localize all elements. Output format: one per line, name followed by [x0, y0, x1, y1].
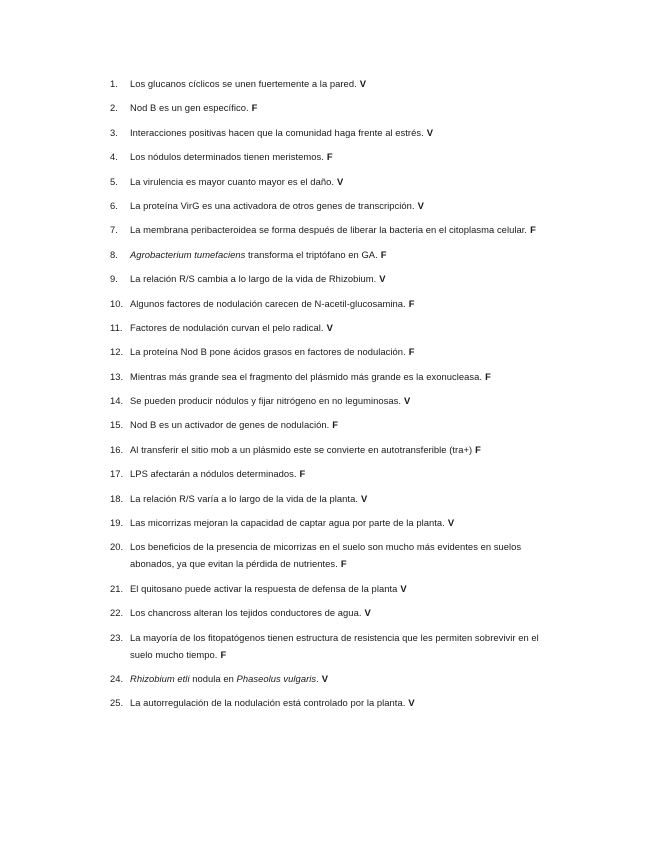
- item-answer: V: [417, 199, 424, 211]
- item-text: Los glucanos cíclicos se unen fuertemente a la pared.: [130, 78, 357, 89]
- list-item: [110, 514, 550, 531]
- item-text: La proteína Nod B pone ácidos grasos en factores de nodulación.: [130, 346, 406, 358]
- item-text: Las micorrizas mejoran la capacidad de captar agua por parte de la planta.: [130, 517, 445, 529]
- list-item: [110, 538, 550, 572]
- item-text: Nod B es un gen específico.: [130, 102, 249, 114]
- item-text-rest: nodula en: [189, 672, 237, 684]
- list-item: [110, 270, 550, 287]
- item-text: Los nódulos determinados tienen meristemos.: [130, 151, 324, 163]
- item-text-rest: .: [316, 672, 319, 684]
- item-answer: F: [408, 297, 415, 309]
- true-false-list: [110, 75, 550, 719]
- item-text: El quitosano puede activar la respuesta de defensa de la planta: [130, 582, 398, 594]
- item-answer: F: [475, 443, 481, 455]
- item-text: Interacciones positivas hacen que la comunidad haga frente al estrés.: [130, 126, 424, 138]
- item-number: 18.: [110, 492, 124, 504]
- list-item: [110, 124, 550, 141]
- list-item: [110, 221, 550, 238]
- list-item: [110, 416, 550, 433]
- item-text: La autorregulación de la nodulación está controlado por la planta.: [130, 697, 406, 709]
- list-item: [110, 392, 550, 409]
- item-number: 6.: [110, 199, 118, 211]
- item-answer: V: [408, 697, 415, 709]
- item-number: 14.: [110, 395, 124, 407]
- list-item: [110, 580, 550, 597]
- item-text: La mayoría de los fitopatógenos tienen estructura de resistencia que les permiten sobrevivir en el suelo mucho tiempo.: [130, 631, 539, 660]
- species-name: Phaseolus vulgaris: [236, 672, 317, 684]
- item-answer: V: [364, 607, 371, 619]
- item-text: Al transferir el sitio mob a un plásmido este se convierte en autotransferible (tra+): [130, 443, 473, 455]
- item-text: [130, 673, 319, 684]
- item-number: 23.: [110, 631, 124, 643]
- list-item: [110, 148, 550, 165]
- item-number: 17.: [110, 468, 124, 480]
- list-item: [110, 670, 550, 687]
- item-number: 10.: [110, 297, 124, 309]
- list-item: [110, 246, 550, 263]
- item-number: 12.: [110, 346, 124, 358]
- list-item: [110, 99, 550, 116]
- item-number: 7.: [110, 224, 118, 236]
- item-answer: V: [359, 78, 367, 89]
- item-number: 8.: [110, 248, 118, 260]
- item-answer: F: [340, 558, 347, 570]
- list-item: [110, 368, 550, 385]
- item-number: 20.: [110, 541, 124, 553]
- item-number: 15.: [110, 419, 124, 431]
- item-answer: V: [337, 175, 344, 187]
- item-text: La relación R/S cambia a lo largo de la vida de Rhizobium.: [130, 273, 377, 285]
- list-item: [110, 629, 550, 663]
- item-answer: F: [220, 648, 227, 660]
- item-number: 22.: [110, 607, 124, 619]
- item-text: Algunos factores de nodulación carecen de N-acetil-glucosamina.: [130, 297, 406, 309]
- list-item: [110, 343, 550, 360]
- item-number: 4.: [110, 151, 118, 163]
- item-answer: F: [408, 346, 415, 358]
- list-item: [110, 694, 550, 711]
- item-number: 1.: [110, 78, 118, 89]
- item-text: La proteína VirG es una activadora de otros genes de transcripción.: [130, 199, 415, 211]
- list-item: [110, 75, 550, 92]
- item-number: 5.: [110, 175, 118, 187]
- list-item: [110, 173, 550, 190]
- item-number: 24.: [110, 672, 124, 684]
- item-answer: F: [251, 102, 258, 114]
- item-answer: F: [485, 370, 491, 382]
- item-number: 21.: [110, 582, 124, 594]
- species-name: Agrobacterium tumefaciens: [130, 248, 246, 260]
- list-item: [110, 490, 550, 507]
- item-number: 2.: [110, 102, 118, 114]
- item-number: 13.: [110, 370, 124, 382]
- list-item: [110, 604, 550, 621]
- item-text: Nod B es un activador de genes de nodulación.: [130, 419, 330, 431]
- item-text: Los chancross alteran los tejidos conductores de agua.: [130, 607, 362, 619]
- item-answer: V: [321, 672, 329, 684]
- item-answer: V: [426, 126, 434, 138]
- item-number: 3.: [110, 126, 118, 138]
- item-number: 25.: [110, 697, 124, 709]
- list-item: [110, 197, 550, 214]
- item-answer: F: [530, 224, 536, 236]
- item-answer: V: [361, 492, 368, 504]
- item-text: LPS afectarán a nódulos determinados.: [130, 468, 297, 480]
- item-text: [130, 249, 378, 260]
- item-text: Se pueden producir nódulos y fijar nitrógeno en no leguminosas.: [130, 395, 402, 407]
- list-item: [110, 465, 550, 482]
- species-name: Rhizobium etli: [130, 672, 190, 684]
- item-text: Los beneficios de la presencia de micorrizas en el suelo son mucho más evidentes en suelos abonados, ya que evitan la pérdida de nutrientes.: [130, 541, 522, 570]
- item-number: 16.: [110, 443, 124, 455]
- item-answer: F: [299, 468, 306, 480]
- list-item: [110, 441, 550, 458]
- item-text-rest: transforma el triptófano en GA.: [245, 248, 378, 260]
- list-item: [110, 295, 550, 312]
- item-number: 9.: [110, 273, 118, 285]
- item-answer: F: [332, 419, 339, 431]
- item-answer: V: [400, 582, 407, 594]
- item-answer: V: [404, 395, 411, 407]
- item-text: La membrana peribacteroidea se forma después de liberar la bacteria en el citoplasma celular.: [130, 224, 528, 236]
- item-number: 19.: [110, 517, 124, 529]
- list-item: [110, 319, 550, 336]
- item-answer: V: [326, 321, 333, 333]
- item-number: 11.: [110, 321, 123, 333]
- item-answer: V: [379, 273, 386, 285]
- item-text: La virulencia es mayor cuanto mayor es el daño.: [130, 175, 335, 187]
- item-answer: F: [326, 151, 333, 163]
- item-text: Factores de nodulación curvan el pelo radical.: [130, 321, 324, 333]
- item-text: Mientras más grande sea el fragmento del plásmido más grande es la exonucleasa.: [130, 370, 483, 382]
- item-answer: V: [447, 517, 455, 529]
- item-text: La relación R/S varía a lo largo de la vida de la planta.: [130, 492, 358, 504]
- item-answer: F: [380, 248, 387, 260]
